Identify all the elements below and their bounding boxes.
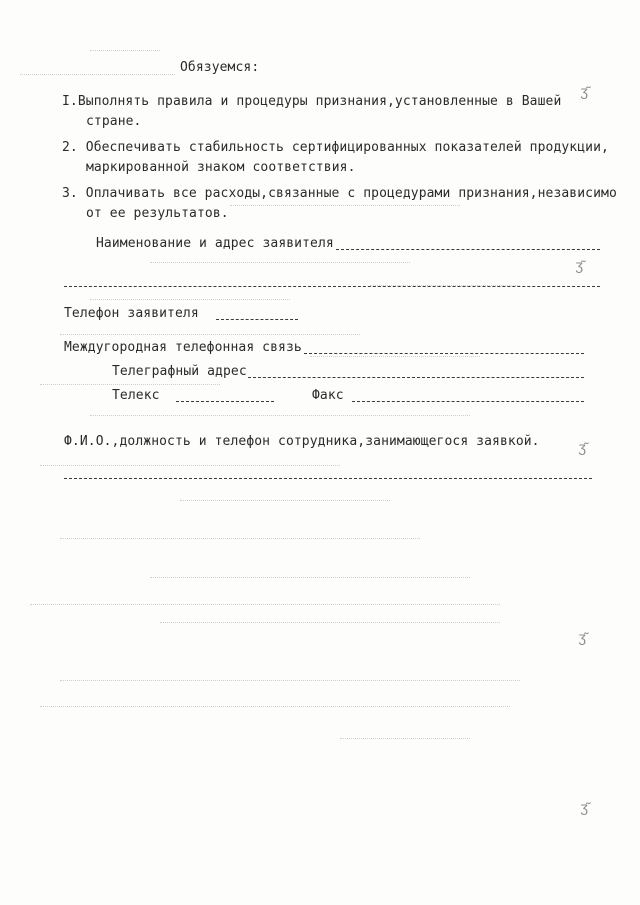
show-through-line <box>90 50 160 51</box>
item-1-line-2: стране. <box>86 114 142 129</box>
show-through-line <box>30 604 500 605</box>
show-through-line <box>180 500 390 501</box>
item-2-line-1: 2. Обеспечивать стабильность сертифицированных показателей продукции, <box>62 140 609 155</box>
margin-mark: ʒ͂ <box>580 800 589 816</box>
contact-person-label: Ф.И.О.,должность и телефон сотрудника,занимающегося заявкой. <box>64 434 540 449</box>
applicant-phone-field[interactable] <box>216 319 298 320</box>
item-3-line-1: 3. Оплачивать все расходы,связанные с процедурами признания,независимо <box>62 186 617 201</box>
telegraph-field[interactable] <box>248 377 584 378</box>
show-through-line <box>310 356 480 357</box>
item-1-line-1: I.Выполнять правила и процедуры признания,установленные в Вашей <box>62 94 562 109</box>
show-through-line <box>90 299 290 300</box>
long-distance-label: Междугородная телефонная связь <box>64 340 302 355</box>
margin-mark: ʒ͂ <box>580 84 589 100</box>
show-through-line <box>60 680 520 681</box>
show-through-line <box>340 738 470 739</box>
show-through-line <box>230 205 460 206</box>
show-through-line <box>20 74 175 75</box>
show-through-line <box>60 538 420 539</box>
applicant-phone-label: Телефон заявителя <box>64 306 199 321</box>
item-3-line-2: от ее результатов. <box>86 206 229 221</box>
long-distance-field[interactable] <box>304 353 584 354</box>
show-through-line <box>150 577 470 578</box>
applicant-name-address-field-line-2[interactable] <box>64 286 600 287</box>
telex-label: Телекс <box>112 388 160 403</box>
show-through-line <box>40 706 510 707</box>
applicant-name-address-field[interactable] <box>336 249 600 250</box>
show-through-line <box>150 262 410 263</box>
fax-label: Факс <box>312 388 344 403</box>
contact-person-field[interactable] <box>64 478 592 479</box>
heading: Обязуемся: <box>180 60 260 75</box>
margin-mark: ʒ͂ <box>578 440 587 456</box>
show-through-line <box>40 465 340 466</box>
show-through-line <box>40 384 220 385</box>
show-through-line <box>90 415 470 416</box>
telegraph-label: Телеграфный адрес <box>112 364 247 379</box>
margin-mark: ʒ͂ <box>578 630 587 646</box>
show-through-line <box>60 334 360 335</box>
fax-field[interactable] <box>352 401 584 402</box>
telex-field[interactable] <box>176 401 274 402</box>
applicant-name-address-label: Наименование и адрес заявителя <box>96 236 334 251</box>
margin-mark: ʒ͂ <box>575 258 584 274</box>
item-2-line-2: маркированной знаком соответствия. <box>86 160 356 175</box>
show-through-line <box>160 622 500 623</box>
